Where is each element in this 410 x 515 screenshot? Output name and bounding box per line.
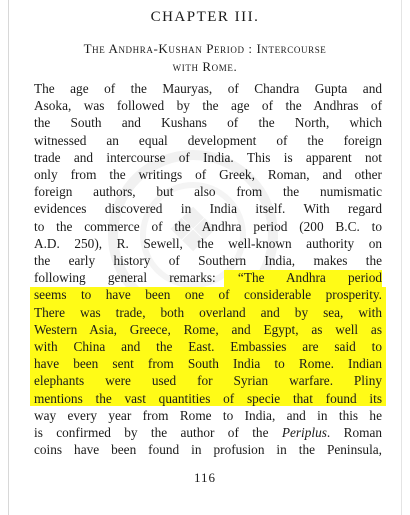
text-line: have been sent from South India to Rome. Indian xyxy=(34,356,382,372)
text-line: way every year from Rome to India, and in this he xyxy=(34,407,382,423)
text-line: following general remarks: “The Andhra period xyxy=(34,270,382,286)
text-line: Western Asia, Greece, Rome, and Egypt, as well as xyxy=(34,321,382,337)
text-line: foreign authors, but also from the numismatic xyxy=(34,184,382,200)
text-line: There was trade, both overland and by sea, with xyxy=(34,304,382,320)
text-line: to the commerce of the Andhra period (200 B.C. to xyxy=(34,218,382,234)
chapter-heading-line-1: The Andhra-Kushan Period : Intercourse xyxy=(83,41,327,56)
text-line: witnessed an equal development of the foreign xyxy=(34,132,382,148)
text-line: the early history of Southern India, makes the xyxy=(34,253,382,269)
page-left-edge xyxy=(8,0,9,515)
text-line: elephants were used for Syrian warfare. Pliny xyxy=(34,373,382,389)
text-line: coins have been found in profusion in the Peninsula, xyxy=(34,442,382,458)
chapter-label: CHAPTER III. xyxy=(150,9,260,25)
text-line: is confirmed by the author of the Periplus. Roman xyxy=(34,425,382,441)
body-paragraph xyxy=(34,80,382,458)
periplus-title: Periplus xyxy=(281,425,327,441)
text-line: evidences discovered in India itself. With regard xyxy=(34,201,382,217)
text-line: mentions the vast quantities of specie that found its xyxy=(34,390,382,406)
page-right-edge xyxy=(401,0,402,515)
text-line: with China and the East. Embassies are said to xyxy=(34,339,382,355)
text-line: Asoka, was followed by the age of the Andhras of xyxy=(34,98,382,114)
text-line: trade and intercourse of India. This is apparent not xyxy=(34,149,382,165)
text-line: only from the writings of Greek, Roman, and other xyxy=(34,167,382,183)
page-number: 116 xyxy=(193,470,217,485)
chapter-heading-line-2: with Rome. xyxy=(172,59,238,74)
text-line: seems to have been one of considerable prosperity. xyxy=(34,287,382,303)
library-stamp-watermark: ❖ xyxy=(108,150,278,320)
text-line: A.D. 250), R. Sewell, the well-known authority on xyxy=(34,235,382,251)
text-line: the South and Kushans of the North, which xyxy=(34,115,382,131)
text-line: The age of the Mauryas, of Chandra Gupta and xyxy=(34,81,382,96)
chapter-heading xyxy=(22,40,388,76)
